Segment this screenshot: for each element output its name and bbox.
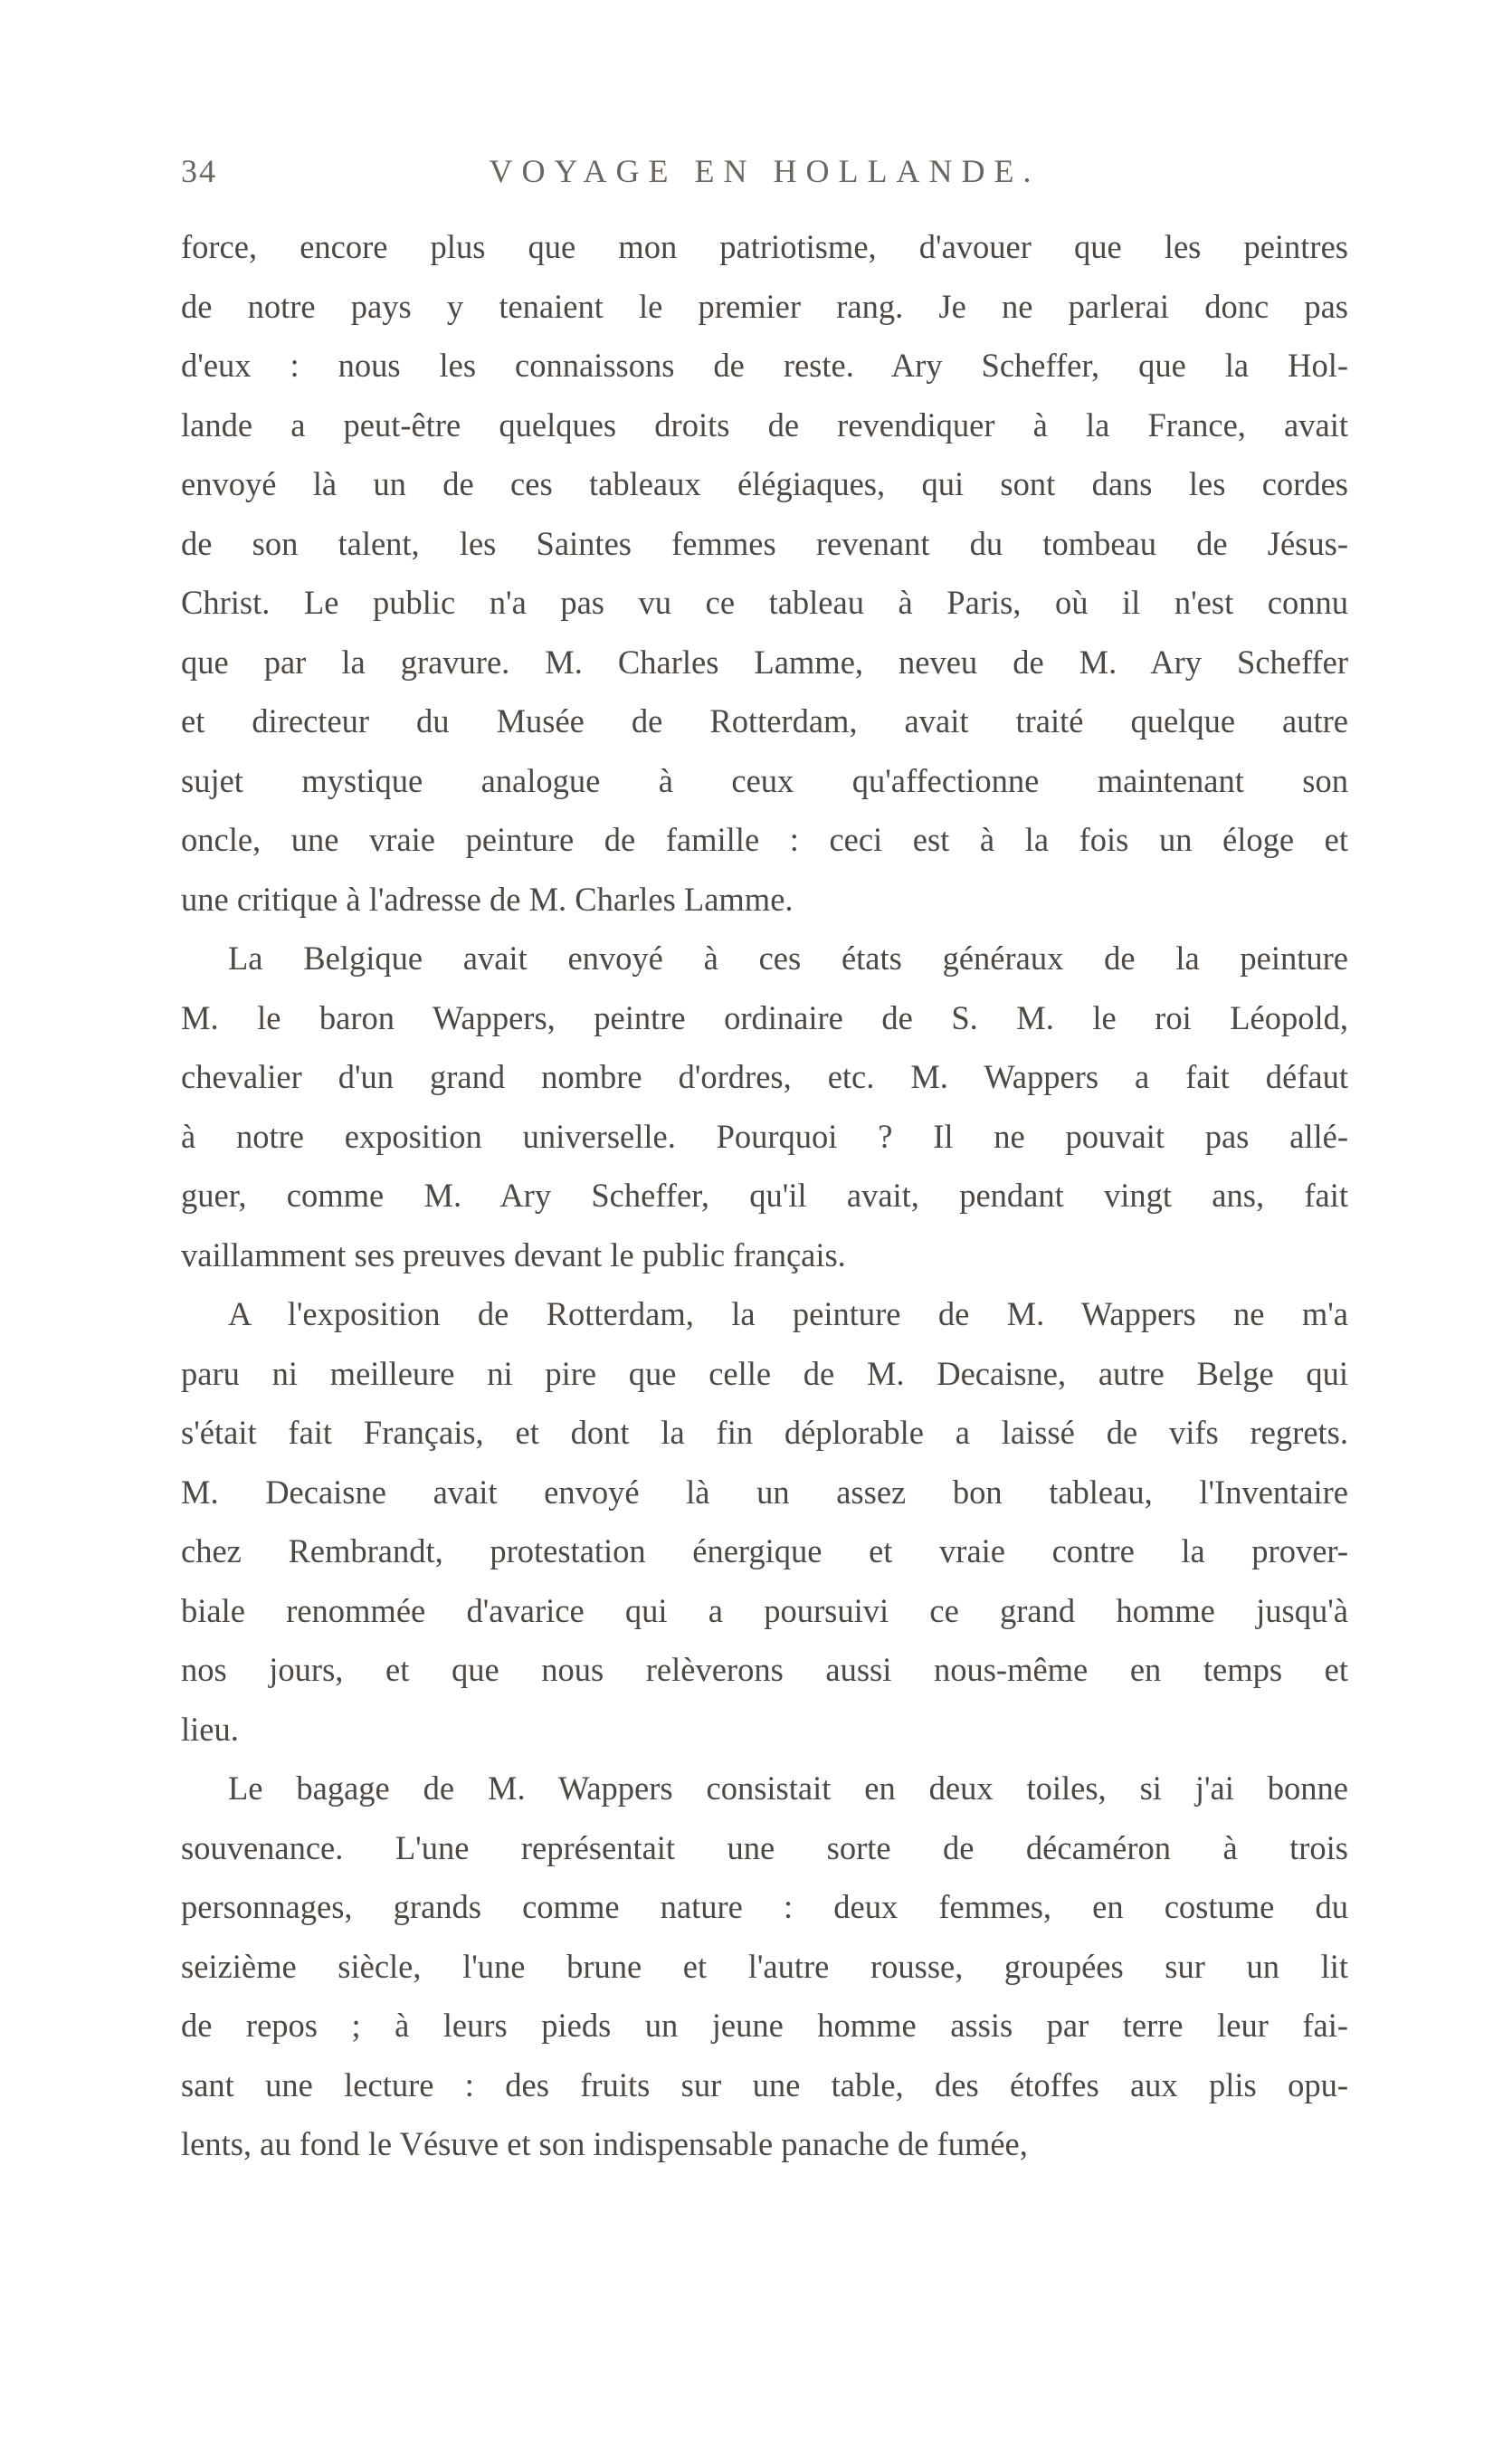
text-line: personnages, grands comme nature : deux femmes, en costume du xyxy=(181,1888,1348,1925)
text-line: guer, comme M. Ary Scheffer, qu'il avait, pendant vingt ans, fait xyxy=(181,1177,1348,1214)
text-line: d'eux : nous les connaissons de reste. Ary Scheffer, que la Hol- xyxy=(181,347,1348,384)
running-head xyxy=(181,152,1348,197)
text-line: une critique à l'adresse de M. Charles Lamme. xyxy=(181,880,794,918)
text-line: de repos ; à leurs pieds un jeune homme assis par terre leur fai- xyxy=(181,2007,1348,2044)
text-line: Le bagage de M. Wappers consistait en deux toiles, si j'ai bonne xyxy=(228,1769,1348,1807)
paragraph xyxy=(181,929,1348,1284)
text-line: M. le baron Wappers, peintre ordinaire de S. M. le roi Léopold, xyxy=(181,998,1348,1036)
page-number: 34 xyxy=(181,153,217,189)
text-line: Christ. Le public n'a pas vu ce tableau à Paris, où il n'est connu xyxy=(181,584,1348,621)
paragraph xyxy=(181,1284,1348,1759)
text-line: A l'exposition de Rotterdam, la peinture de M. Wappers ne m'a xyxy=(228,1295,1348,1332)
text-line: seizième siècle, l'une brune et l'autre rousse, groupées sur un lit xyxy=(181,1947,1348,1985)
text-line: lieu. xyxy=(181,1710,239,1748)
text-line: chez Rembrandt, protestation énergique et vraie contre la prover- xyxy=(181,1532,1348,1569)
paragraph xyxy=(181,1759,1348,2174)
text-line: à notre exposition universelle. Pourquoi ? Il ne pouvait pas allé- xyxy=(181,1117,1348,1155)
text-line: La Belgique avait envoyé à ces états généraux de la peinture xyxy=(228,940,1348,977)
paragraph xyxy=(181,217,1348,929)
text-line: biale renommée d'avarice qui a poursuivi ce grand homme jusqu'à xyxy=(181,1591,1348,1629)
text-line: de son talent, les Saintes femmes revenant du tombeau de Jésus- xyxy=(181,524,1348,562)
text-line: sujet mystique analogue à ceux qu'affectionne maintenant son xyxy=(181,761,1348,799)
text-line: oncle, une vraie peinture de famille : ceci est à la fois un éloge et xyxy=(181,821,1348,858)
text-line: lande a peut-être quelques droits de revendiquer à la France, avait xyxy=(181,405,1348,444)
text-line: envoyé là un de ces tableaux élégiaques, qui sont dans les cordes xyxy=(181,465,1348,502)
text-line: souvenance. L'une représentait une sorte de décaméron à trois xyxy=(181,1828,1348,1866)
text-line: vaillamment ses preuves devant le public français. xyxy=(181,1235,846,1273)
text-line: M. Decaisne avait envoyé là un assez bon tableau, l'Inventaire xyxy=(181,1473,1348,1511)
text-line: lents, au fond le Vésuve et son indispensable panache de fumée, xyxy=(181,2125,1028,2162)
text-line: sant une lecture : des fruits sur une table, des étoffes aux plis opu- xyxy=(181,2065,1348,2103)
text-line: force, encore plus que mon patriotisme, d'avouer que les peintres xyxy=(181,228,1348,265)
text-line: nos jours, et que nous relèverons aussi nous-même en temps et xyxy=(181,1651,1348,1688)
body-text xyxy=(181,217,1348,2174)
text-line: chevalier d'un grand nombre d'ordres, etc. M. Wappers a fait défaut xyxy=(181,1058,1348,1095)
text-line: paru ni meilleure ni pire que celle de M. Decaisne, autre Belge qui xyxy=(181,1354,1348,1392)
text-line: et directeur du Musée de Rotterdam, avait traité quelque autre xyxy=(181,702,1348,739)
running-title: VOYAGE EN HOLLANDE. xyxy=(489,153,1041,189)
text-line: s'était fait Français, et dont la fin déplorable a laissé de vifs regrets. xyxy=(181,1414,1348,1451)
text-line: que par la gravure. M. Charles Lamme, neveu de M. Ary Scheffer xyxy=(181,643,1348,681)
text-line: de notre pays y tenaient le premier rang. Je ne parlerai donc pas xyxy=(181,287,1348,325)
